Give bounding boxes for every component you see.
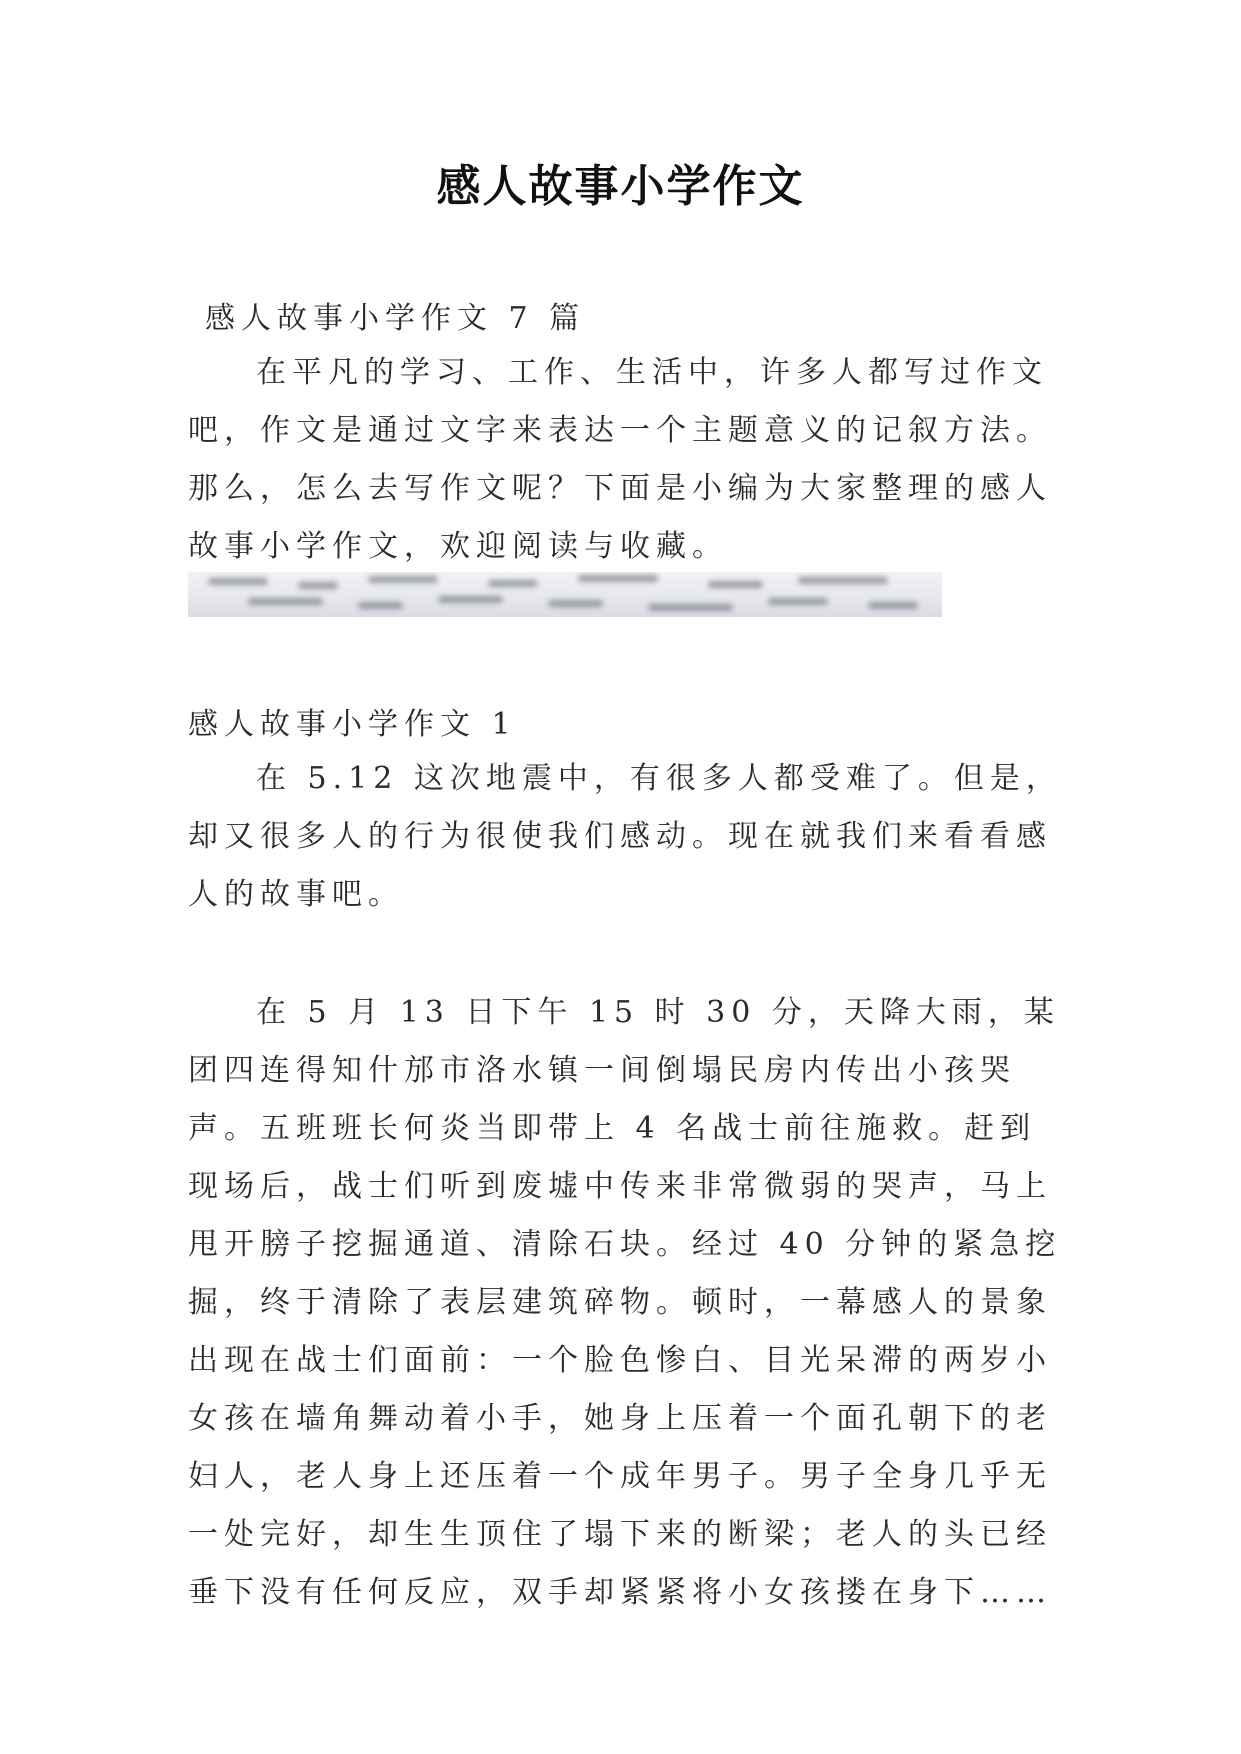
document-title: 感人故事小学作文 (436, 161, 805, 212)
document-subtitle: 感人故事小学作文 7 篇 (205, 301, 586, 336)
paragraph-1: 在 5.12 这次地震中，有很多人都受难了。但是，却又很多人的行为很使我们感动。现在就我们来看看感人的故事吧。 (188, 761, 1062, 912)
section-heading: 感人故事小学作文 1 (188, 707, 517, 742)
paragraph-2: 在 5 月 13 日下午 15 时 30 分，天降大雨，某团四连得知什邡市洛水镇一间倒塌民房内传出小孩哭声。五班班长何炎当即带上 4 名战士前往施救。赶到现场后，战士们听到废墟中传来非常微弱的哭声，马上甩开膀子挖掘通道、清除石块。经过 40 分钟的紧急挖掘，终于清除了表层建筑碎物。顿时，一幕感人的景象出现在战士们面前：一个脸色惨白、目光呆滞的两岁小女孩在墙角舞动着小手，她身上压着一个面孔朝下的老妇人，老人身上还压着一个成年男子。男子全身几乎无一处完好，却生生顶住了塌下来的断梁；老人的头已经垂下没有任何反应，双手却紧紧将小女孩搂在身下…… (188, 995, 1062, 1610)
blurred-text-image (188, 572, 942, 617)
intro-paragraph: 在平凡的学习、工作、生活中，许多人都写过作文吧，作文是通过文字来表达一个主题意义的记叙方法。那么，怎么去写作文呢？下面是小编为大家整理的感人故事小学作文，欢迎阅读与收藏。 (188, 355, 1052, 564)
